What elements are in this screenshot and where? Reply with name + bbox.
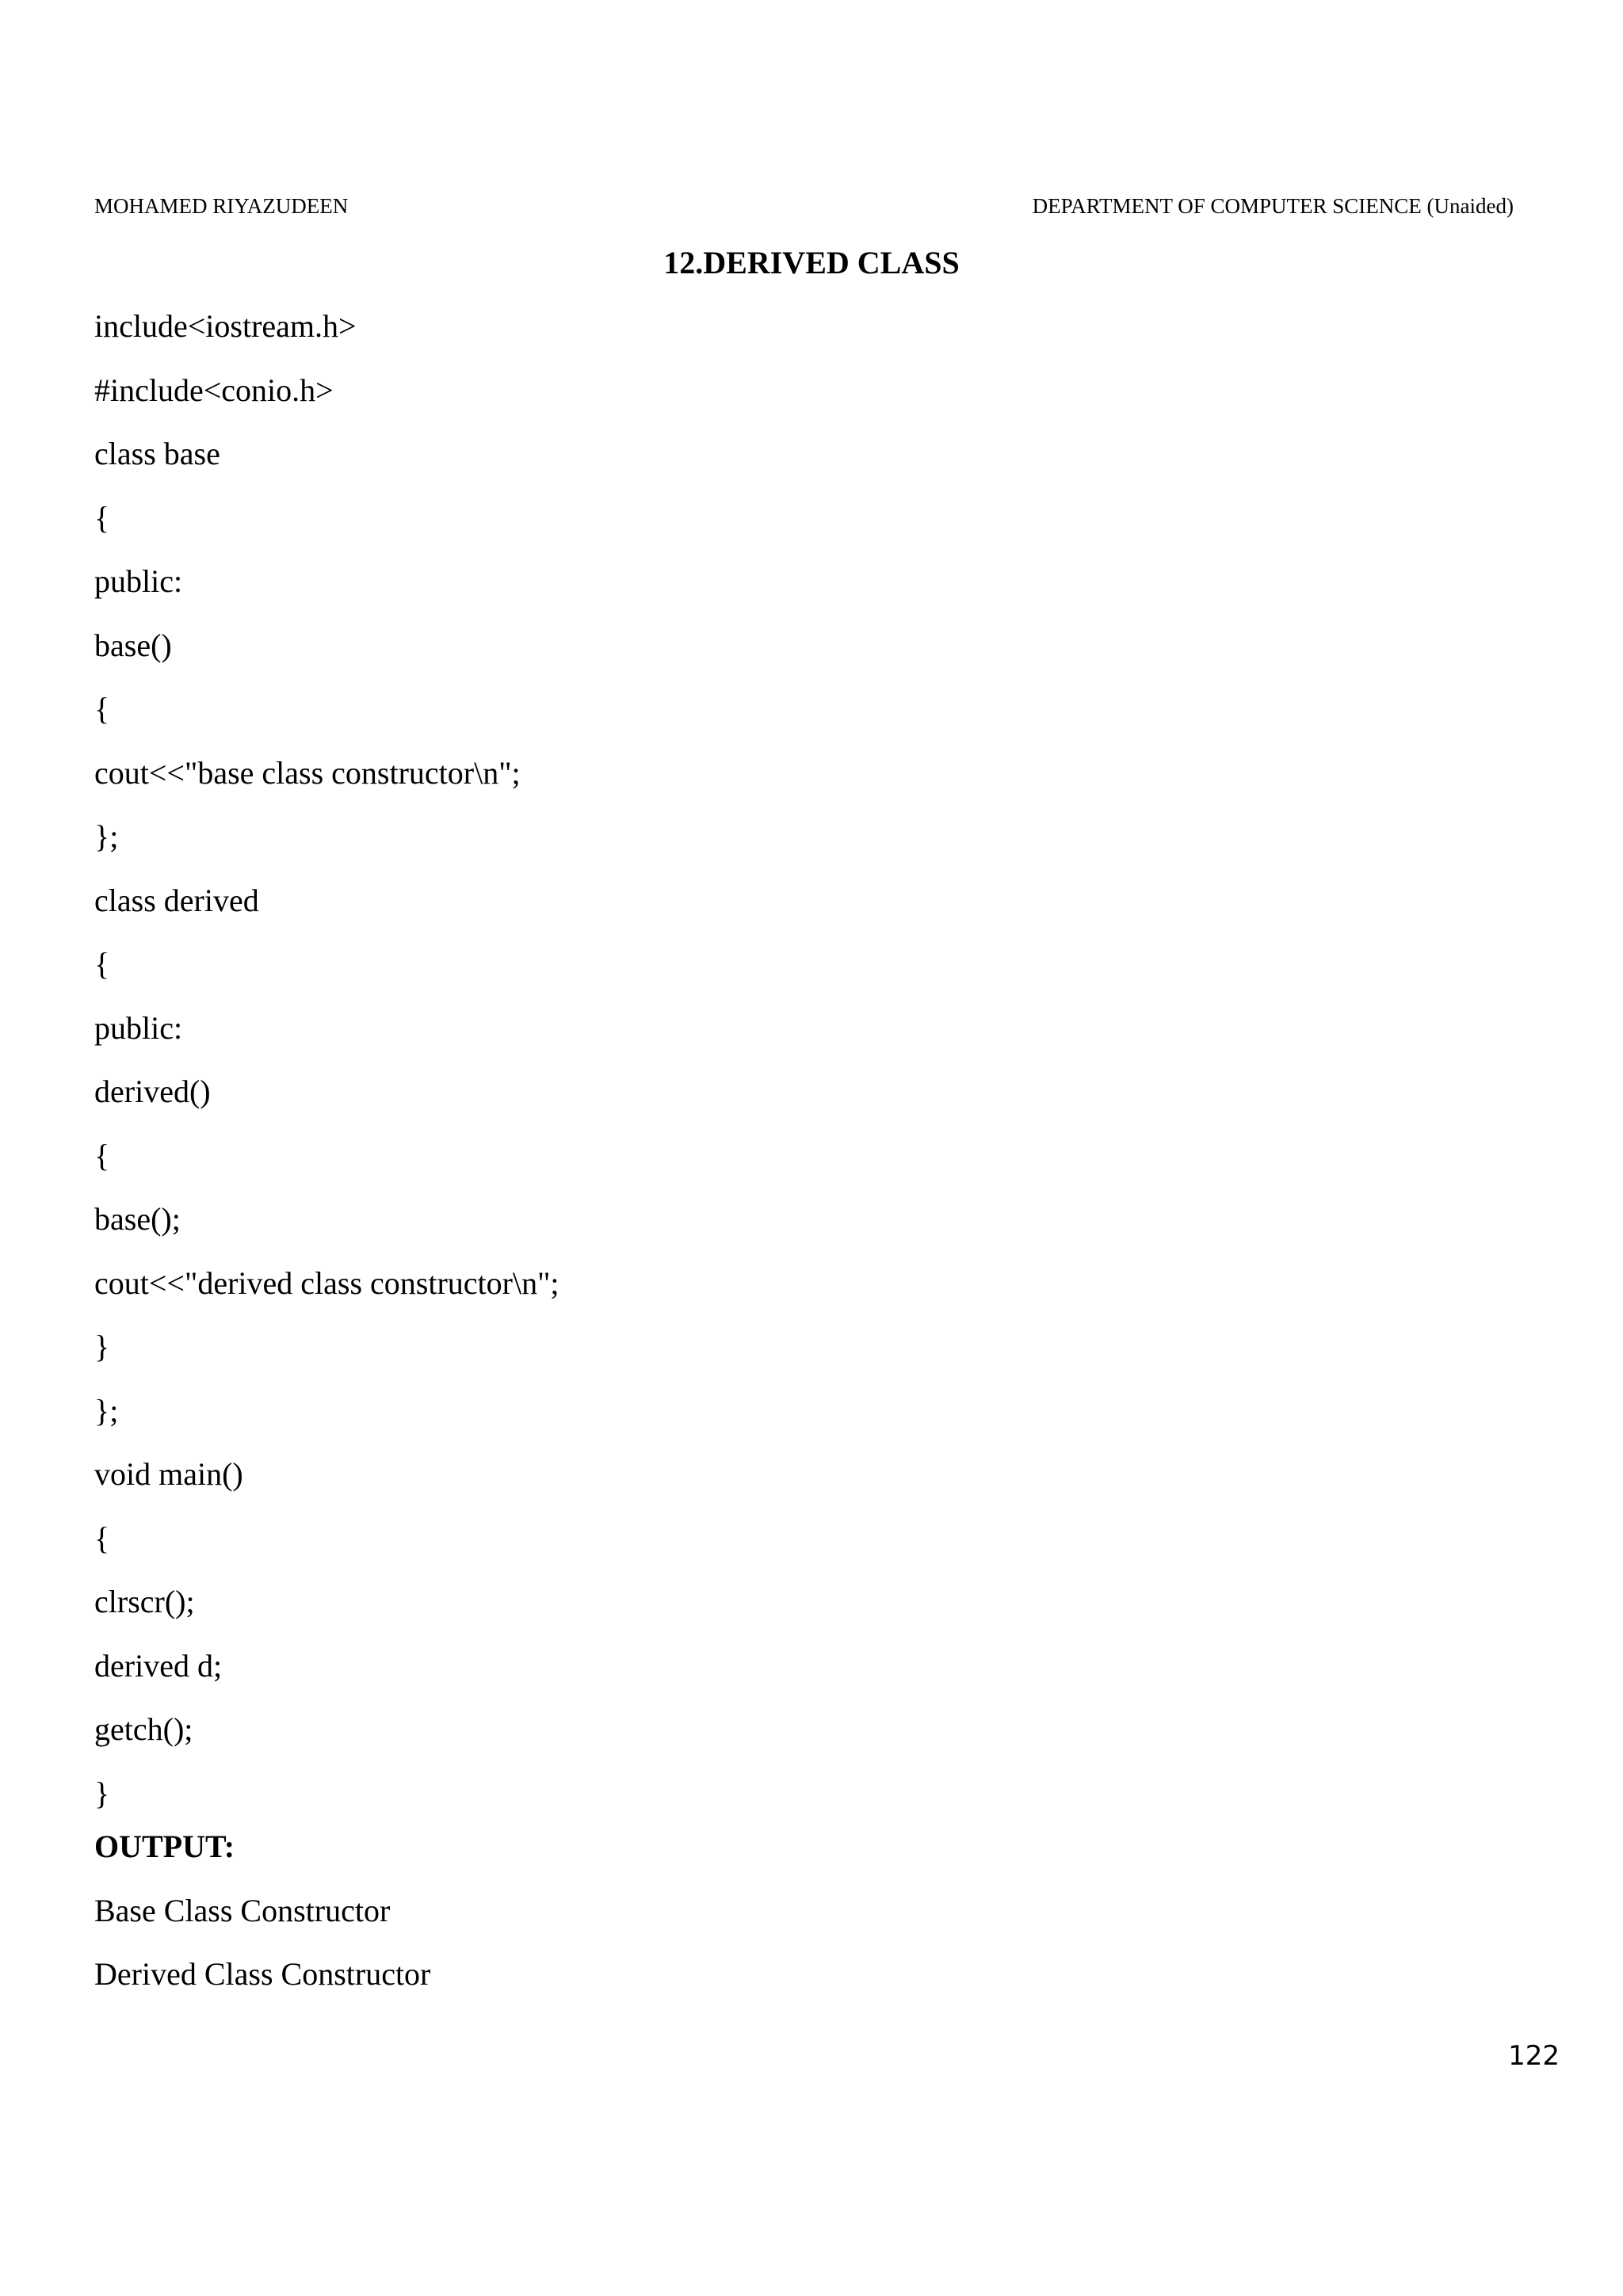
code-line: };	[94, 1392, 119, 1428]
code-line: base();	[94, 1201, 181, 1237]
page-number: 122	[1508, 2040, 1560, 2072]
code-line: };	[94, 818, 119, 854]
code-line: }	[94, 1329, 110, 1364]
code-line: getch();	[94, 1711, 193, 1747]
code-line: }	[94, 1775, 110, 1811]
code-line: void main()	[94, 1456, 243, 1492]
output-line: Derived Class Constructor	[94, 1956, 431, 1992]
code-line: {	[94, 946, 110, 982]
code-line: base()	[94, 627, 172, 663]
code-line: {	[94, 1520, 110, 1556]
code-listing	[94, 304, 559, 1835]
code-line: cout<<"base class constructor\n";	[94, 754, 521, 791]
code-line: derived()	[94, 1074, 211, 1109]
output-section	[94, 1825, 430, 2016]
code-line: #include<conio.h>	[94, 372, 334, 408]
code-line: public:	[94, 1009, 183, 1046]
code-line: {	[94, 1137, 110, 1173]
code-line: {	[94, 499, 110, 536]
code-line: derived d;	[94, 1647, 223, 1684]
code-line: clrscr();	[94, 1584, 195, 1619]
code-line: cout<<"derived class constructor\n";	[94, 1264, 559, 1301]
output-line: Base Class Constructor	[94, 1892, 391, 1928]
code-line: public:	[94, 563, 183, 599]
code-line: class base	[94, 436, 220, 471]
header-department: DEPARTMENT OF COMPUTER SCIENCE (Unaided)	[1032, 194, 1514, 218]
code-line: class derived	[94, 882, 259, 918]
output-heading: OUTPUT:	[94, 1829, 235, 1864]
code-line: {	[94, 691, 110, 727]
code-line: include<iostream.h>	[94, 308, 357, 344]
page-title: 12.DERIVED CLASS	[663, 245, 960, 280]
header-author: MOHAMED RIYAZUDEEN	[94, 194, 349, 218]
